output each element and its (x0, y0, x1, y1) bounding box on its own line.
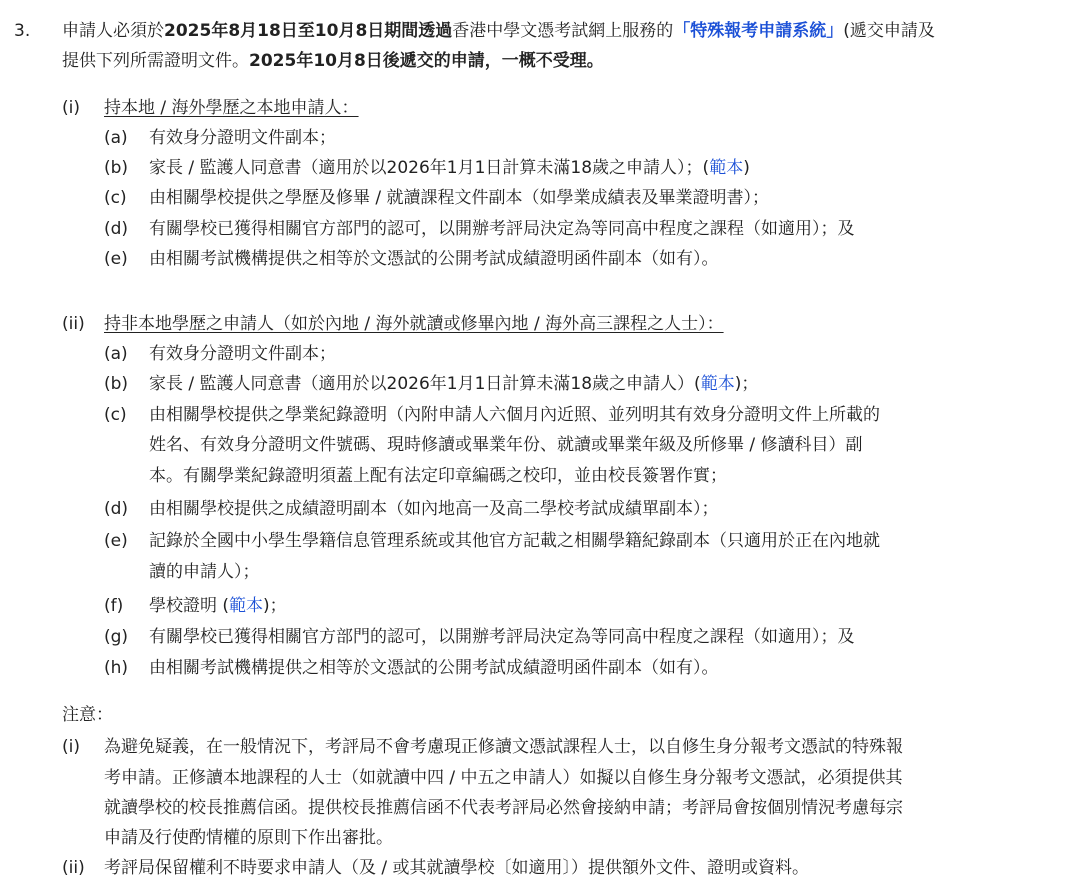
special-application-system-link[interactable]: 「特殊報考申請系統」 (673, 21, 844, 41)
template-link[interactable]: 範本 (700, 374, 735, 394)
item-text-line: 讀的申請人）； (149, 562, 260, 582)
item-label: (c) (104, 188, 127, 208)
item-text-body: 學校證明 ( (149, 596, 230, 616)
item-text-body: 家長 / 監護人同意書（適用於以2026年1月1日計算未滿18歲之申請人）；( (149, 158, 710, 178)
note-label: (ii) (62, 858, 85, 878)
item-text-tail: ) (743, 158, 750, 178)
item-text (149, 595, 287, 617)
template-link[interactable]: 範本 (229, 596, 264, 616)
intro-text: 提供下列所需證明文件。 (62, 51, 249, 71)
item-label: (h) (104, 658, 129, 678)
section-intro-line-2 (62, 50, 604, 72)
item-label: (d) (104, 219, 129, 239)
intro-text: 申請人必須於 (62, 21, 164, 41)
group-i-heading: 持本地 / 海外學歷之本地申請人： (104, 98, 359, 118)
item-text: 有效身分證明文件副本； (149, 128, 336, 148)
item-label: (a) (104, 344, 128, 364)
item-text: 有關學校已獲得相關官方部門的認可，以開辦考評局決定為等同高中程度之課程（如適用）；及 (149, 627, 855, 647)
note-text-line: 為避免疑義，在一般情況下，考評局不會考慮現正修讀文憑試課程人士，以自修生身分報考文憑試的特殊報 (104, 737, 903, 757)
item-text (149, 373, 758, 395)
item-text: 由相關學校提供之成績證明副本（如內地高一及高二學校考試成績單副本）； (149, 499, 719, 519)
note-text-line: 就讀學校的校長推薦信函。提供校長推薦信函不代表考評局必然會接納申請；考評局會按個別情況考慮每宗 (104, 798, 903, 818)
item-text: 由相關考試機構提供之相等於文憑試的公開考試成績證明函件副本（如有）。 (149, 658, 719, 678)
item-text-body: 家長 / 監護人同意書（適用於以2026年1月1日計算未滿18歲之申請人）( (149, 374, 701, 394)
notes-title: 注意： (62, 705, 113, 725)
item-text-line: 記錄於全國中小學生學籍信息管理系統或其他官方記載之相關學籍紀錄副本（只適用於正在內地就 (149, 531, 880, 551)
item-label: (a) (104, 128, 128, 148)
item-label: (e) (104, 249, 128, 269)
note-text-line: 考申請。正修讀本地課程的人士（如就讀中四 / 中五之申請人）如擬以自修生身分報考文憑試，必須提供其 (104, 768, 903, 788)
intro-text: 香港中學文憑考試網上服務的 (452, 21, 674, 41)
item-label: (g) (104, 627, 129, 647)
item-text: 由相關學校提供之學歷及修畢 / 就讀課程文件副本（如學業成績表及畢業證明書）； (149, 188, 770, 208)
application-period: 2025年8月18日至10月8日期間透過 (164, 21, 453, 41)
item-label: (b) (104, 374, 129, 394)
item-text-line: 本。有關學業紀錄證明須蓋上配有法定印章編碼之校印，並由校長簽署作實； (149, 466, 727, 486)
group-i-roman: (i) (62, 98, 80, 118)
item-label: (d) (104, 499, 129, 519)
group-ii-roman: (ii) (62, 314, 85, 334)
note-label: (i) (62, 737, 80, 757)
item-text: 由相關考試機構提供之相等於文憑試的公開考試成績證明函件副本（如有）。 (149, 249, 719, 269)
item-text-line: 姓名、有效身分證明文件號碼、現時修讀或畢業年份、就讀或畢業年級及所修畢 / 修讀科目）副 (149, 435, 863, 455)
group-ii-heading: 持非本地學歷之申請人（如於內地 / 海外就讀或修畢內地 / 海外高三課程之人士）： (104, 314, 724, 334)
item-text: 有關學校已獲得相關官方部門的認可，以開辦考評局決定為等同高中程度之課程（如適用）；及 (149, 219, 855, 239)
item-text (149, 157, 750, 179)
section-intro-line-1 (62, 20, 935, 42)
note-text-line: 申請及行使酌情權的原則下作出審批。 (104, 828, 393, 848)
item-text-tail: )； (734, 374, 759, 394)
item-text-tail: )； (263, 596, 287, 616)
item-label: (f) (104, 596, 124, 616)
item-text: 有效身分證明文件副本； (149, 344, 336, 364)
deadline-notice: 2025年10月8日後遞交的申請，一概不受理。 (249, 51, 604, 71)
section-number: 3. (14, 21, 31, 41)
note-text: 考評局保留權利不時要求申請人（及 / 或其就讀學校〔如適用〕）提供額外文件、證明或資料。 (104, 858, 810, 878)
item-label: (b) (104, 158, 129, 178)
item-label: (c) (104, 405, 127, 425)
item-label: (e) (104, 531, 128, 551)
intro-text: (遞交申請及 (843, 21, 935, 41)
item-text-line: 由相關學校提供之學業紀錄證明（內附申請人六個月內近照、並列明其有效身分證明文件上所載的 (149, 405, 880, 425)
template-link[interactable]: 範本 (709, 158, 744, 178)
